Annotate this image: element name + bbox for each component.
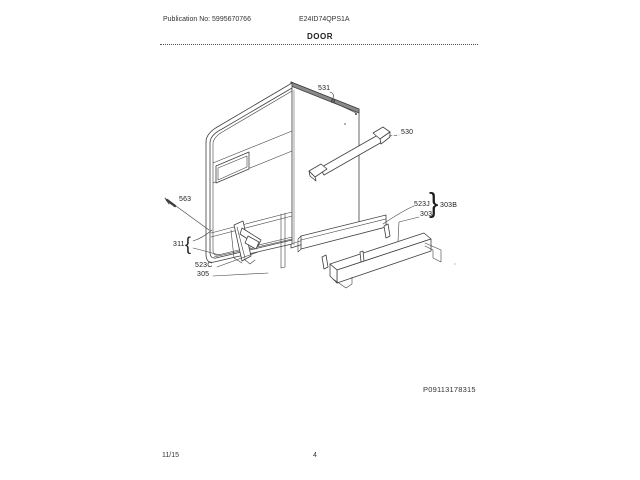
part-label-311: 311: [173, 241, 185, 248]
footer-page-number: 4: [313, 452, 317, 459]
leader-305: [213, 273, 268, 276]
part-label-563: 563: [179, 196, 192, 203]
brace-303b: }: [429, 187, 439, 218]
part-label-303b: 303B: [440, 202, 458, 209]
part-label-303: 303: [420, 211, 433, 218]
part-label-531: 531: [318, 85, 331, 92]
brace-311: {: [185, 234, 192, 254]
footer-date: 11/15: [162, 452, 179, 459]
section-title: DOOR: [307, 32, 333, 41]
part-label-530: 530: [401, 129, 414, 136]
leader-523j: [383, 206, 414, 224]
publication-number: Publication No: 5995670766: [163, 16, 251, 23]
part-label-305: 305: [197, 271, 210, 278]
kick-panel: [330, 233, 441, 288]
part-label-523c: 523C: [195, 262, 213, 269]
part-label-523j: 523J: [414, 201, 430, 208]
model-number: E24ID74QPS1A: [299, 16, 350, 23]
plate-number: P09113178315: [423, 385, 476, 394]
scan-speck: [454, 263, 455, 264]
